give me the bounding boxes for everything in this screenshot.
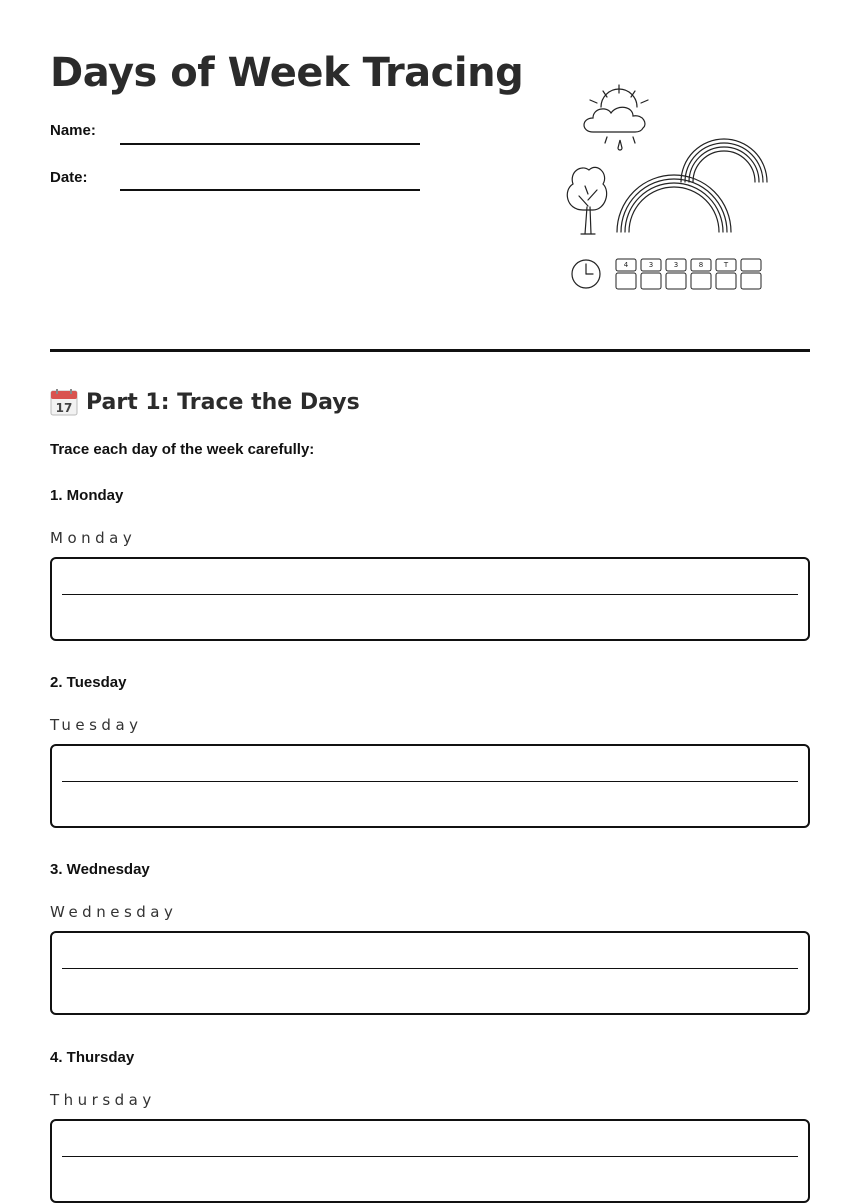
tracing-guide-line xyxy=(62,594,798,595)
day-label: 3. Wednesday xyxy=(50,861,150,878)
calendar-icon-day: 17 xyxy=(55,401,73,415)
day-trace-text: Tuesday xyxy=(50,716,143,734)
day-trace-text: Thursday xyxy=(50,1091,156,1109)
day-label: 4. Thursday xyxy=(50,1049,135,1066)
section-heading-part1 xyxy=(50,388,360,416)
weather-clipart xyxy=(563,82,773,294)
day-trace-text: Monday xyxy=(50,529,137,547)
section-heading-text: Part 1: Trace the Days xyxy=(86,389,360,415)
name-input-line[interactable] xyxy=(120,143,420,145)
date-field-label: Date: xyxy=(50,169,88,186)
day-label: 1. Monday xyxy=(50,487,124,504)
tracing-box[interactable] xyxy=(50,1119,810,1203)
instructions-text: Trace each day of the week carefully: xyxy=(50,441,315,458)
calendar-grid-icon xyxy=(616,259,761,289)
tracing-guide-line xyxy=(62,1156,798,1157)
tree-icon xyxy=(567,167,606,234)
clock-icon xyxy=(572,260,600,288)
name-field-label: Name: xyxy=(50,122,96,139)
calendar-cell-label: T xyxy=(723,261,729,269)
calendar-cell-label: 3 xyxy=(673,261,679,269)
page-title: Days of Week Tracing xyxy=(50,50,524,96)
calendar-cell-label: 8 xyxy=(698,261,704,269)
tracing-box[interactable] xyxy=(50,557,810,641)
day-trace-text: Wednesday xyxy=(50,903,178,921)
large-rainbow-icon xyxy=(617,175,731,232)
calendar-cell-label: 3 xyxy=(648,261,654,269)
calendar-icon xyxy=(50,388,78,416)
tracing-box[interactable] xyxy=(50,744,810,828)
tracing-guide-line xyxy=(62,968,798,969)
tracing-box[interactable] xyxy=(50,931,810,1015)
calendar-cell-label: 4 xyxy=(623,261,629,269)
date-input-line[interactable] xyxy=(120,189,420,191)
cloud-icon xyxy=(584,107,645,150)
day-label: 2. Tuesday xyxy=(50,674,127,691)
tracing-guide-line xyxy=(62,781,798,782)
section-divider xyxy=(50,349,810,352)
sun-icon xyxy=(590,85,648,107)
small-rainbow-icon xyxy=(681,139,767,182)
